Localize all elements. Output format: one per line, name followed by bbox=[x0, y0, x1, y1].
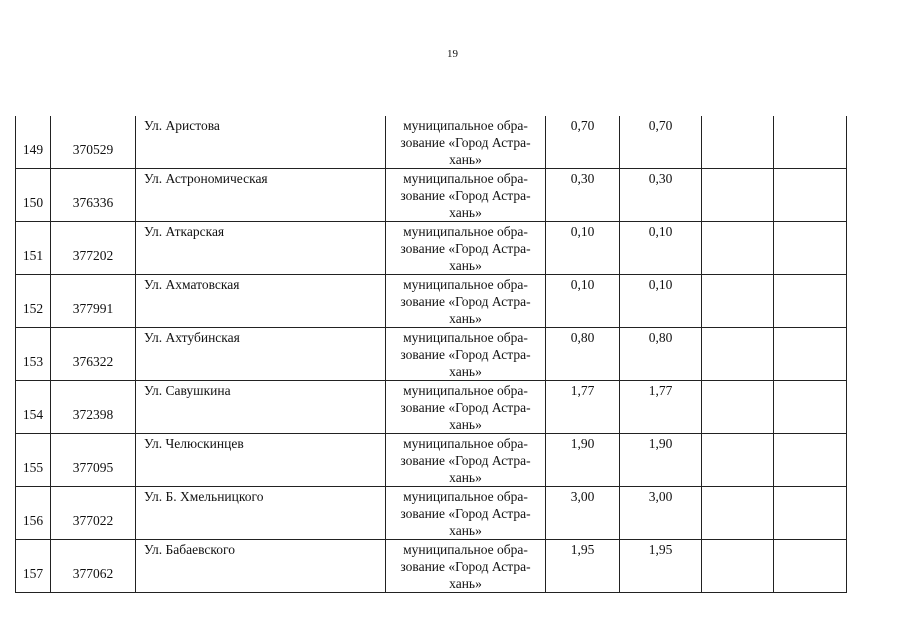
road-owner-line: муниципальное обра- bbox=[403, 542, 528, 557]
road-owner-line: зование «Город Астра- bbox=[400, 135, 531, 150]
road-length-value-cell: 0,70 bbox=[620, 116, 702, 169]
road-length-total-cell: 0,10 bbox=[546, 275, 620, 328]
road-length-value-cell: 0,10 bbox=[620, 275, 702, 328]
road-code-cell: 377202 bbox=[51, 222, 136, 275]
road-code-cell: 377062 bbox=[51, 540, 136, 593]
road-name-cell: Ул. Аткарская bbox=[136, 222, 386, 275]
empty-cell bbox=[702, 169, 774, 222]
empty-cell bbox=[774, 487, 847, 540]
road-owner-cell bbox=[386, 169, 546, 222]
row-number-cell: 157 bbox=[16, 540, 51, 593]
road-owner-line: муниципальное обра- bbox=[403, 383, 528, 398]
row-number-cell: 153 bbox=[16, 328, 51, 381]
table-row bbox=[16, 222, 847, 275]
road-code-cell: 376322 bbox=[51, 328, 136, 381]
empty-cell bbox=[702, 487, 774, 540]
road-owner-line: зование «Город Астра- bbox=[400, 241, 531, 256]
road-name-cell: Ул. Савушкина bbox=[136, 381, 386, 434]
road-owner-line: муниципальное обра- bbox=[403, 489, 528, 504]
road-length-total-cell: 0,10 bbox=[546, 222, 620, 275]
road-owner-cell bbox=[386, 487, 546, 540]
road-owner-line: муниципальное обра- bbox=[403, 171, 528, 186]
road-length-value-cell: 0,10 bbox=[620, 222, 702, 275]
road-owner-line: муниципальное обра- bbox=[403, 330, 528, 345]
road-owner-line: муниципальное обра- bbox=[403, 224, 528, 239]
road-owner-cell bbox=[386, 434, 546, 487]
road-name-cell: Ул. Челюскинцев bbox=[136, 434, 386, 487]
road-owner-line: хань» bbox=[449, 470, 482, 485]
empty-cell bbox=[774, 116, 847, 169]
table-row bbox=[16, 434, 847, 487]
road-length-total-cell: 1,95 bbox=[546, 540, 620, 593]
road-owner-line: зование «Город Астра- bbox=[400, 188, 531, 203]
empty-cell bbox=[702, 328, 774, 381]
road-owner-line: хань» bbox=[449, 523, 482, 538]
empty-cell bbox=[774, 275, 847, 328]
empty-cell bbox=[774, 328, 847, 381]
road-owner-line: хань» bbox=[449, 152, 482, 167]
road-length-value-cell: 1,95 bbox=[620, 540, 702, 593]
row-number-cell: 152 bbox=[16, 275, 51, 328]
empty-cell bbox=[702, 540, 774, 593]
road-length-value-cell: 0,80 bbox=[620, 328, 702, 381]
road-name-cell: Ул. Ахматовская bbox=[136, 275, 386, 328]
empty-cell bbox=[702, 116, 774, 169]
table-row bbox=[16, 116, 847, 169]
road-owner-cell bbox=[386, 540, 546, 593]
road-owner-line: зование «Город Астра- bbox=[400, 294, 531, 309]
road-code-cell: 377022 bbox=[51, 487, 136, 540]
empty-cell bbox=[774, 434, 847, 487]
road-owner-line: хань» bbox=[449, 364, 482, 379]
road-owner-cell bbox=[386, 381, 546, 434]
empty-cell bbox=[774, 381, 847, 434]
road-code-cell: 370529 bbox=[51, 116, 136, 169]
road-code-cell: 377991 bbox=[51, 275, 136, 328]
road-length-total-cell: 1,77 bbox=[546, 381, 620, 434]
road-owner-line: хань» bbox=[449, 205, 482, 220]
road-owner-line: зование «Город Астра- bbox=[400, 453, 531, 468]
table-row bbox=[16, 275, 847, 328]
road-owner-line: зование «Город Астра- bbox=[400, 559, 531, 574]
empty-cell bbox=[702, 275, 774, 328]
road-length-value-cell: 3,00 bbox=[620, 487, 702, 540]
empty-cell bbox=[702, 381, 774, 434]
road-length-total-cell: 3,00 bbox=[546, 487, 620, 540]
roads-table bbox=[15, 116, 847, 593]
road-code-cell: 377095 bbox=[51, 434, 136, 487]
road-name-cell: Ул. Ахтубинская bbox=[136, 328, 386, 381]
table-row bbox=[16, 540, 847, 593]
road-length-total-cell: 0,70 bbox=[546, 116, 620, 169]
road-length-value-cell: 0,30 bbox=[620, 169, 702, 222]
road-owner-line: муниципальное обра- bbox=[403, 118, 528, 133]
road-length-value-cell: 1,77 bbox=[620, 381, 702, 434]
row-number-cell: 149 bbox=[16, 116, 51, 169]
road-owner-cell bbox=[386, 222, 546, 275]
road-owner-line: хань» bbox=[449, 258, 482, 273]
table-row bbox=[16, 169, 847, 222]
road-owner-cell bbox=[386, 116, 546, 169]
road-owner-cell bbox=[386, 275, 546, 328]
row-number-cell: 156 bbox=[16, 487, 51, 540]
road-owner-line: хань» bbox=[449, 576, 482, 591]
road-name-cell: Ул. Бабаевского bbox=[136, 540, 386, 593]
table-row bbox=[16, 381, 847, 434]
road-owner-line: муниципальное обра- bbox=[403, 436, 528, 451]
roads-table-body bbox=[16, 116, 847, 593]
empty-cell bbox=[702, 222, 774, 275]
empty-cell bbox=[774, 540, 847, 593]
road-owner-line: хань» bbox=[449, 311, 482, 326]
road-owner-line: муниципальное обра- bbox=[403, 277, 528, 292]
road-owner-line: зование «Город Астра- bbox=[400, 506, 531, 521]
road-owner-line: зование «Город Астра- bbox=[400, 347, 531, 362]
row-number-cell: 155 bbox=[16, 434, 51, 487]
page-number: 19 bbox=[447, 48, 458, 60]
road-length-total-cell: 0,30 bbox=[546, 169, 620, 222]
road-owner-line: хань» bbox=[449, 417, 482, 432]
empty-cell bbox=[774, 222, 847, 275]
road-code-cell: 376336 bbox=[51, 169, 136, 222]
row-number-cell: 154 bbox=[16, 381, 51, 434]
road-length-total-cell: 1,90 bbox=[546, 434, 620, 487]
row-number-cell: 150 bbox=[16, 169, 51, 222]
table-row bbox=[16, 487, 847, 540]
road-name-cell: Ул. Аристова bbox=[136, 116, 386, 169]
table-row bbox=[16, 328, 847, 381]
empty-cell bbox=[774, 169, 847, 222]
road-name-cell: Ул. Б. Хмельницкого bbox=[136, 487, 386, 540]
road-name-cell: Ул. Астрономическая bbox=[136, 169, 386, 222]
road-length-total-cell: 0,80 bbox=[546, 328, 620, 381]
road-length-value-cell: 1,90 bbox=[620, 434, 702, 487]
road-owner-line: зование «Город Астра- bbox=[400, 400, 531, 415]
row-number-cell: 151 bbox=[16, 222, 51, 275]
empty-cell bbox=[702, 434, 774, 487]
road-owner-cell bbox=[386, 328, 546, 381]
road-code-cell: 372398 bbox=[51, 381, 136, 434]
